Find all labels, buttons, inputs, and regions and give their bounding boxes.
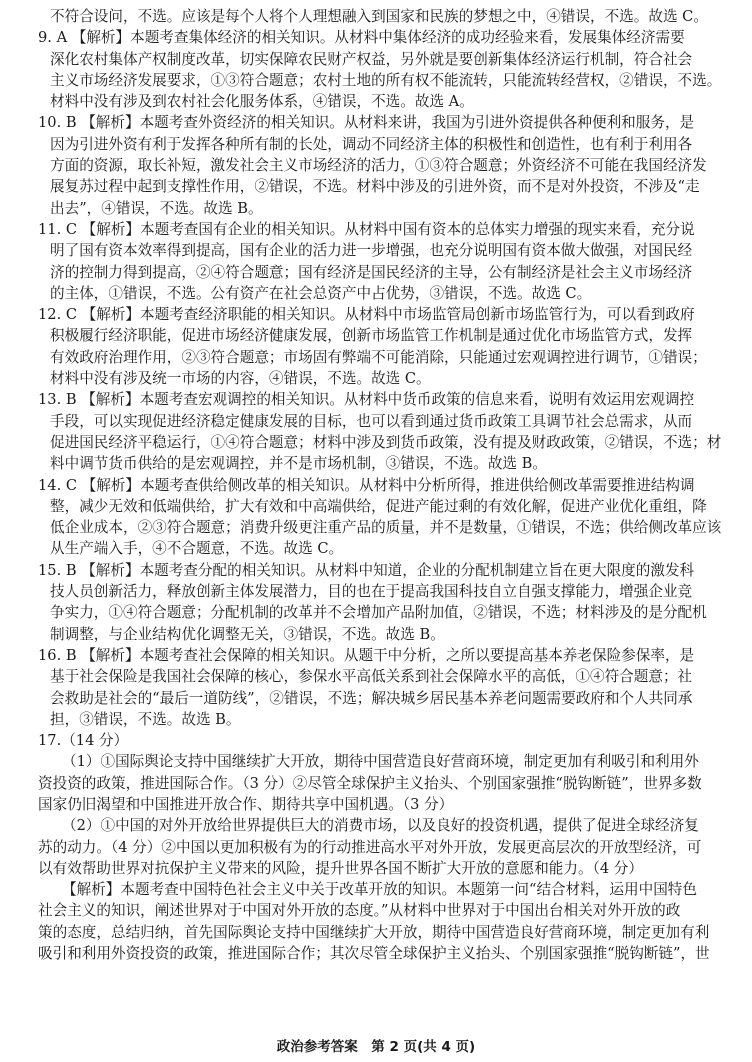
page-footer: 政治参考答案 第 2 页(共 4 页)	[276, 1039, 476, 1055]
text-line: 资投资的政策，推进国际合作。（3 分）②尽管全球保护主义抬头、个别国家强推“脱钩断链”，世界多数	[38, 774, 702, 792]
text-line: 16. B 【解析】本题考查社会保障的相关知识。从题干中分析，之所以要提高基本养老保险参保率，是	[38, 646, 695, 664]
text-line: 济的控制力得到提高，②④符合题意；国有经济是国民经济的主导，公有制经济是社会主义市场经济	[50, 263, 693, 281]
text-line: 展复苏过程中起到支撑性作用，②错误，不选。材料中涉及的引进外资，而不是对外投资，不涉及“走	[50, 178, 700, 196]
text-line: 12. C 【解析】本题考查经济职能的相关知识。从材料中市场监管局创新市场监管行为，可以看到政府	[38, 306, 695, 324]
text-line: 13. B 【解析】本题考查宏观调控的相关知识。从材料中货币政策的信息来看，说明有效运用宏观调控	[38, 391, 695, 409]
text-line: 基于社会保险是我国社会保障的核心，参保水平高低关系到社会保障水平的高低，①④符合题意；社	[50, 668, 693, 686]
text-line: 深化农村集体产权制度改革，切实保障农民财产权益，另外就是要创新集体经济运行机制，符合社会	[50, 50, 693, 68]
text-line: 15. B 【解析】本题考查分配的相关知识。从材料中知道，企业的分配机制建立旨在更大限度的激发科	[38, 561, 695, 579]
text-line: 有效政府治理作用，②③符合题意；市场固有弊端不可能消除，只能通过宏观调控进行调节，①错误；	[50, 348, 707, 366]
text-line: 料中调节货币供给的是宏观调控，并不是市场机制，③错误，不选。故选 B。	[50, 455, 547, 473]
text-line: 技人员创新活力，释放创新主体发展潜力，目的也在于提高我国科技自立自强支撑能力，增强企业竞	[50, 583, 693, 601]
text-line: 从生产端入手，④不合题意，不选。故选 C。	[50, 540, 344, 558]
text-line: 【解析】本题考查中国特色社会主义中关于改革开放的知识。本题第一问“结合材料，运用中国特色	[62, 881, 697, 899]
text-line: 14. C 【解析】本题考查供给侧改革的相关知识。从材料中分析所得，推进供给侧改革需要推进结构调	[38, 476, 695, 494]
text-line: 会救助是社会的“最后一道防线”，②错误，不选；解决城乡居民基本养老问题需要政府和个人共同承	[50, 689, 693, 707]
text-line: 出去”，④错误，不选。故选 B。	[50, 199, 263, 217]
text-line: 材料中没有涉及到农村社会化服务体系，④错误，不选。故选 A。	[50, 93, 474, 111]
text-line: 担，③错误，不选。故选 B。	[50, 710, 241, 728]
text-line: 低企业成本，②③符合题意；消费升级更注重产品的质量，并不是数量，①错误，不选；供给侧改革应该	[50, 519, 722, 537]
text-line: 争实力，①④符合题意；分配机制的改革并不会增加产品附加值，②错误，不选；材料涉及的是分配机	[50, 604, 707, 622]
text-line: 积极履行经济职能，促进市场经济健康发展，创新市场监管工作机制是通过优化市场监管方式，发挥	[50, 327, 693, 345]
text-line: 材料中没有涉及统一市场的内容，④错误，不选。故选 C。	[50, 370, 431, 388]
text-line: 不符合设问，不选。应该是每个人将个人理想融入到国家和民族的梦想之中，④错误，不选。故选 C。	[50, 8, 708, 25]
text-line: 手段，可以实现促进经济稳定健康发展的目标，也可以看到通过货币政策工具调节社会总需求，从而	[50, 412, 693, 430]
text-line: 促进国民经济平稳运行，①④符合题意；材料中涉及到货币政策，没有提及财政政策，②错误，不选；材	[50, 433, 722, 451]
text-line: 以有效帮助世界对抗保护主义带来的风险，提升世界各国不断扩大开放的意愿和能力。（4 分）	[38, 859, 643, 877]
text-line: 苏的动力。（4 分）②中国以更加积极有为的行动推进高水平对外开放，发展更高层次的开放型经济，可	[38, 838, 702, 856]
text-line: （2）①中国的对外开放给世界提供巨大的消费市场，以及良好的投资机遇，提供了促进全球经济复	[62, 817, 699, 835]
text-line: 方面的资源，取长补短，激发社会主义市场经济的活力，①③符合题意；外资经济不可能在我国经济发	[50, 157, 707, 175]
text-line: 策的态度，总结归纳，首先国际舆论支持中国继续扩大开放，期待中国营造良好营商环境，制定更加有利	[38, 923, 710, 941]
text-line: 9. A 【解析】本题考查集体经济的相关知识。从材料中集体经济的成功经验来看，发展集体经济需要	[38, 29, 685, 47]
text-line: 11. C 【解析】本题考查国有企业的相关知识。从材料中国有资本的总体实力增强的现实来看，充分说	[38, 220, 695, 238]
text-line: 整，减少无效和低端供给，扩大有效和中高端供给，促进产能过剩的有效化解，促进产业优化重组，降	[50, 497, 707, 515]
text-line: 明了国有资本效率得到提高，国有企业的活力进一步增强，也充分说明国有资本做大做强，对国民经	[50, 242, 693, 260]
text-line: 制调整，与企业结构优化调整无关，③错误，不选。故选 B。	[50, 625, 445, 643]
text-line: 17.（14 分）	[38, 732, 129, 750]
text-line: （1）①国际舆论支持中国继续扩大开放，期待中国营造良好营商环境，制定更加有利吸引和利用外	[62, 753, 699, 771]
text-line: 的主体，①错误，不选。公有资产在社会总资产中占优势，③错误，不选。故选 C。	[50, 284, 592, 302]
text-line: 国家仍旧渴望和中国推进开放合作、期待共享中国机遇。（3 分）	[38, 795, 454, 813]
text-line: 10. B 【解析】本题考查外资经济的相关知识。从材料来讲，我国为引进外资提供各种便利和服务，是	[38, 114, 695, 132]
text-line: 社会主义的知识，阐述世界对于中国对外开放的态度。”从材料中世界对于中国出台相关对外开放的政	[38, 902, 681, 920]
answer-page	[38, 6, 722, 964]
text-line: 主义市场经济发展要求，①③符合题意；农村土地的所有权不能流转，只能流转经营权，②错误，不选。	[50, 71, 722, 89]
text-line: 吸引和利用外资投资的政策，推进国际合作；其次尽管全球保护主义抬头、个别国家强推“脱钩断链”，世	[38, 945, 710, 963]
text-line: 因为引进外资有利于发挥各种所有制的长处，调动不同经济主体的积极性和创造性，也有利于利用各	[50, 135, 693, 153]
